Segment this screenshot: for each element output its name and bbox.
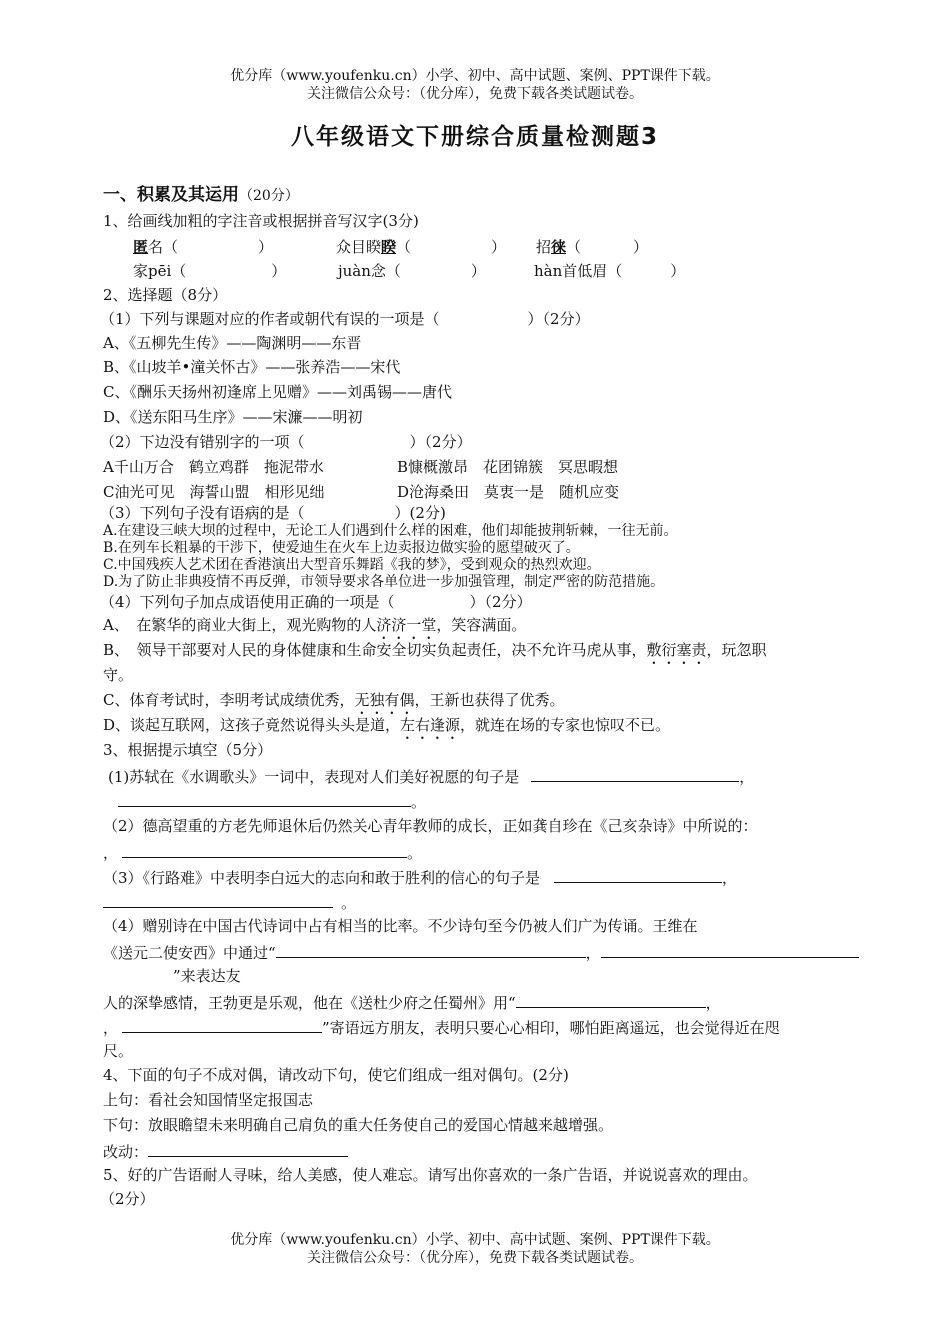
- q3-p4-line-1: （4）赠别诗在中国古代诗词中占有相当的比率。不少诗句至今仍被人们广为传诵。王维在: [103, 917, 698, 935]
- q2-p4-b-pre: B、 领导干部要对人民的身体健康和生命安全切实负起责任，决不允许马虎从事，: [103, 641, 647, 659]
- q2-p1-option-a: A、《五柳先生传》——陶渊明——东晋: [103, 334, 362, 352]
- q2-p1-option-c: C、《酬乐天扬州初逢席上见赠》——刘禹锡——唐代: [103, 383, 452, 401]
- q3-p3-text: （3）《行路难》中表明李白远大的志向和敢于胜利的信心的句子是: [103, 869, 541, 887]
- q2-p4-stem-text: （4）下列句子加点成语使用正确的一项是（: [100, 593, 395, 611]
- q3-p2-blank[interactable]: [122, 842, 407, 858]
- q3-p1-blank-1[interactable]: [531, 766, 739, 782]
- q3-p3-blank-2[interactable]: [103, 892, 333, 908]
- q3-p4-l5-text: ”寄语远方朋友，表明只要心心相印，哪怕距离遥远，也会觉得近在咫: [322, 1019, 780, 1037]
- q1-word1-char: 匿: [133, 238, 149, 256]
- q1-word4-close: ）: [271, 262, 287, 280]
- q1-word5-text: juàn念（: [338, 262, 401, 280]
- q1-word6-close: ）: [670, 262, 686, 280]
- header-line-1: 优分库（www.youfenku.cn）小学、初中、高中试题、案例、PPT课件下载。: [230, 68, 720, 84]
- q2-p4-b-post: ，玩忽职: [706, 641, 767, 659]
- q5-points: （2分）: [100, 1190, 155, 1208]
- q2-p4-d-pre: D、谈起互联网，这孩子竟然说得头头是道，: [103, 716, 401, 734]
- q2-p2-stem: [100, 433, 472, 451]
- q4-stem: 4、下面的句子不成对偶，请改动下句，使它们组成一组对偶句。(2分): [103, 1066, 569, 1084]
- q2-p2-stem-tail: ）（2分）: [409, 433, 472, 451]
- q4-upper: 上句：看社会知国情坚定报国志: [103, 1091, 314, 1109]
- section-1-title: 一、积累及其运用: [103, 185, 239, 205]
- q3-p3-comma: ，: [722, 869, 738, 887]
- q2-p4-c-idiom: 无独有偶: [354, 691, 415, 709]
- q3-p3-line-2: [103, 892, 356, 912]
- q3-p4-blank-1[interactable]: [276, 942, 586, 958]
- q2-p4-a-post: ，笑容满面。: [436, 616, 527, 634]
- q2-p3-stem: [100, 504, 446, 522]
- q2-p4-option-c: [103, 691, 565, 718]
- q1-word2-close: ）: [491, 238, 507, 256]
- q3-p3: [103, 867, 737, 887]
- q2-p4-b-idiom: 敷衍塞责: [646, 641, 707, 659]
- q2-p4-option-d: [103, 716, 670, 743]
- q2-p1-stem-text: （1）下列与课题对应的作者或朝代有误的一项是（: [100, 310, 440, 328]
- q5-stem: 5、好的广告语耐人寻味，给人美感，使人难忘。请写出你喜欢的一条广告语，并说说喜欢的理由。: [103, 1166, 758, 1184]
- q2-p2-option-b: B慷概激昂 花团锦簇 冥思暇想: [397, 458, 619, 476]
- q2-p1-option-d: D、《送东阳马生序》——宋濂——明初: [103, 408, 363, 426]
- q1-word3: 招徕（ ）: [536, 238, 649, 256]
- q2-p2-stem-text: （2）下边没有错别字的一项（: [100, 433, 305, 451]
- q2-p2-option-c: C油光可见 海誓山盟 相形见绌: [103, 483, 325, 501]
- q1-word6-text: hàn首低眉（: [534, 262, 623, 280]
- q4-change-label: 改动：: [103, 1143, 149, 1161]
- q2-p3-stem-tail: ）(2分): [394, 504, 446, 522]
- q1-word2-char: 睽: [381, 238, 397, 256]
- q3-p4-l2-text: 《送元二使安西》中通过“: [103, 944, 276, 962]
- q2-p4-d-idiom: 左右逢源: [400, 716, 461, 734]
- q1-word3-close: ）: [633, 238, 649, 256]
- q1-word5: [338, 262, 486, 280]
- q1-word3-char: 徕: [551, 238, 567, 256]
- q2-p4-d-post: ，就连在场的专家也惊叹不已。: [460, 716, 671, 734]
- q2-p2-option-a: A千山万合 鹤立鸡群 拖泥带水: [103, 458, 324, 476]
- q2-p4-option-b-cont: 守。: [103, 666, 134, 684]
- q1-word2-pre: 众目睽: [336, 238, 382, 256]
- q3-p4-line-5: [103, 1017, 780, 1037]
- q1-word1-rest: 名（: [148, 238, 179, 256]
- q2-stem: 2、选择题（8分）: [103, 286, 228, 304]
- q2-p4-a-pre: A、 在繁华的商业大街上，观光购物的人: [103, 616, 377, 634]
- q2-p4-c-pre: C、体育考试时，李明考试成绩优秀，: [103, 691, 355, 709]
- page-title: 八年级语文下册综合质量检测题3: [290, 124, 659, 150]
- q1-word5-close: ）: [470, 262, 486, 280]
- q4-change: [103, 1141, 348, 1161]
- q3-p4-comma-1: ，: [585, 944, 601, 962]
- q2-p1-stem-tail: ）（2分）: [527, 310, 590, 328]
- q1-row-1: [133, 238, 273, 256]
- q3-p4-comma-2: ，: [705, 994, 721, 1012]
- q3-p4-line-4: [103, 992, 721, 1012]
- q4-lower: 下句：放眼瞻望未来明确自己肩负的重大任务使自己的爱国心情越来越增强。: [103, 1116, 614, 1134]
- q2-p3-option-a: A.在建设三峡大坝的过程中，无论工人们遇到什么样的困难，他们却能披荆斩棘，一往无前。: [103, 523, 678, 539]
- q3-p2-comma: ，: [103, 844, 119, 862]
- q3-p4-line-6: 尺。: [103, 1042, 134, 1060]
- q3-p3-blank-1[interactable]: [554, 867, 722, 883]
- q2-p3-option-d: D.为了防止非典疫情不再反弹，市领导要求各单位进一步加强管理，制定严密的防范措施。: [103, 574, 665, 590]
- q2-p4-stem-tail: ）（2分）: [469, 593, 532, 611]
- q3-stem: 3、根据提示填空（5分）: [103, 741, 273, 759]
- q3-p4-line-2: [103, 942, 859, 962]
- q2-p4-a-idiom: 济济一堂: [376, 616, 437, 634]
- q2-p3-option-c: C.中国残疾人艺术团在香港演出大型音乐舞蹈《我的梦》，受到观众的热烈欢迎。: [103, 557, 601, 573]
- q3-p4-blank-2[interactable]: [601, 942, 859, 958]
- q2-p4-stem: [100, 593, 532, 611]
- header-line-2: 关注微信公众号：（优分库），免费下载各类试题试卷。: [307, 86, 643, 102]
- q2-p4-option-b: [103, 641, 767, 668]
- q2-p3-option-b: B.在列车长粗暴的干涉下，使爱迪生在火车上边卖报边做实验的愿望破灭了。: [103, 540, 580, 556]
- q2-p4-c-post: ，王新也获得了优秀。: [414, 691, 565, 709]
- q3-p2: （2）德高望重的方老先师退休后仍然关心青年教师的成长，正如龚自珍在《己亥杂诗》中所说的：: [103, 817, 758, 835]
- section-1-heading: [103, 186, 299, 205]
- q3-p3-period: 。: [341, 894, 357, 912]
- q3-p2-period: 。: [407, 844, 423, 862]
- q3-p4-line-3: ”来表达友: [173, 967, 241, 985]
- q1-word4-text: 家pēi（: [133, 262, 187, 280]
- q1-word3-pre: 招: [536, 238, 552, 256]
- q2-p1-option-b: B、《山坡羊•潼关怀古》——张养浩——宋代: [103, 358, 401, 376]
- footer-line-1: 优分库（www.youfenku.cn）小学、初中、高中试题、案例、PPT课件下载。: [230, 1232, 720, 1248]
- q3-p1-text: (1)苏轼在《水调歌头》一词中，表现对人们美好祝愿的句子是: [108, 768, 520, 786]
- section-1-points: （20分）: [239, 188, 299, 204]
- q3-p4-comma-3: ，: [103, 1019, 119, 1037]
- q3-p4-blank-3[interactable]: [516, 992, 706, 1008]
- q2-p4-option-a: [103, 616, 526, 643]
- q3-p1-line-2: [118, 791, 426, 811]
- q3-p1-period: 。: [411, 793, 427, 811]
- q3-p1-blank-2[interactable]: [118, 791, 411, 807]
- q3-p2-line-2: [103, 842, 422, 862]
- q1-word4: [133, 262, 286, 280]
- q2-p1-stem: [100, 310, 590, 328]
- q3-p4-l4-text: 人的深挚感情，王勃更是乐观，他在《送杜少府之任蜀州》用“: [103, 994, 516, 1012]
- q1-word2: 众目睽睽（ ）: [336, 238, 507, 256]
- q3-p4-blank-4[interactable]: [122, 1017, 322, 1033]
- q2-p2-option-d: D沧海桑田 莫衷一是 随机应变: [397, 483, 620, 501]
- q1-stem: 1、给画线加粗的字注音或根据拼音写汉字(3分): [103, 212, 419, 230]
- footer-line-2: 关注微信公众号：（优分库），免费下载各类试题试卷。: [307, 1250, 643, 1266]
- q1-word1-close: ）: [258, 238, 274, 256]
- q4-change-blank[interactable]: [148, 1141, 348, 1157]
- q3-p1: [108, 766, 754, 786]
- q3-p1-comma: ，: [739, 768, 755, 786]
- q2-p3-stem-text: （3）下列句子没有语病的是（: [100, 504, 305, 522]
- q1-word6: [534, 262, 685, 280]
